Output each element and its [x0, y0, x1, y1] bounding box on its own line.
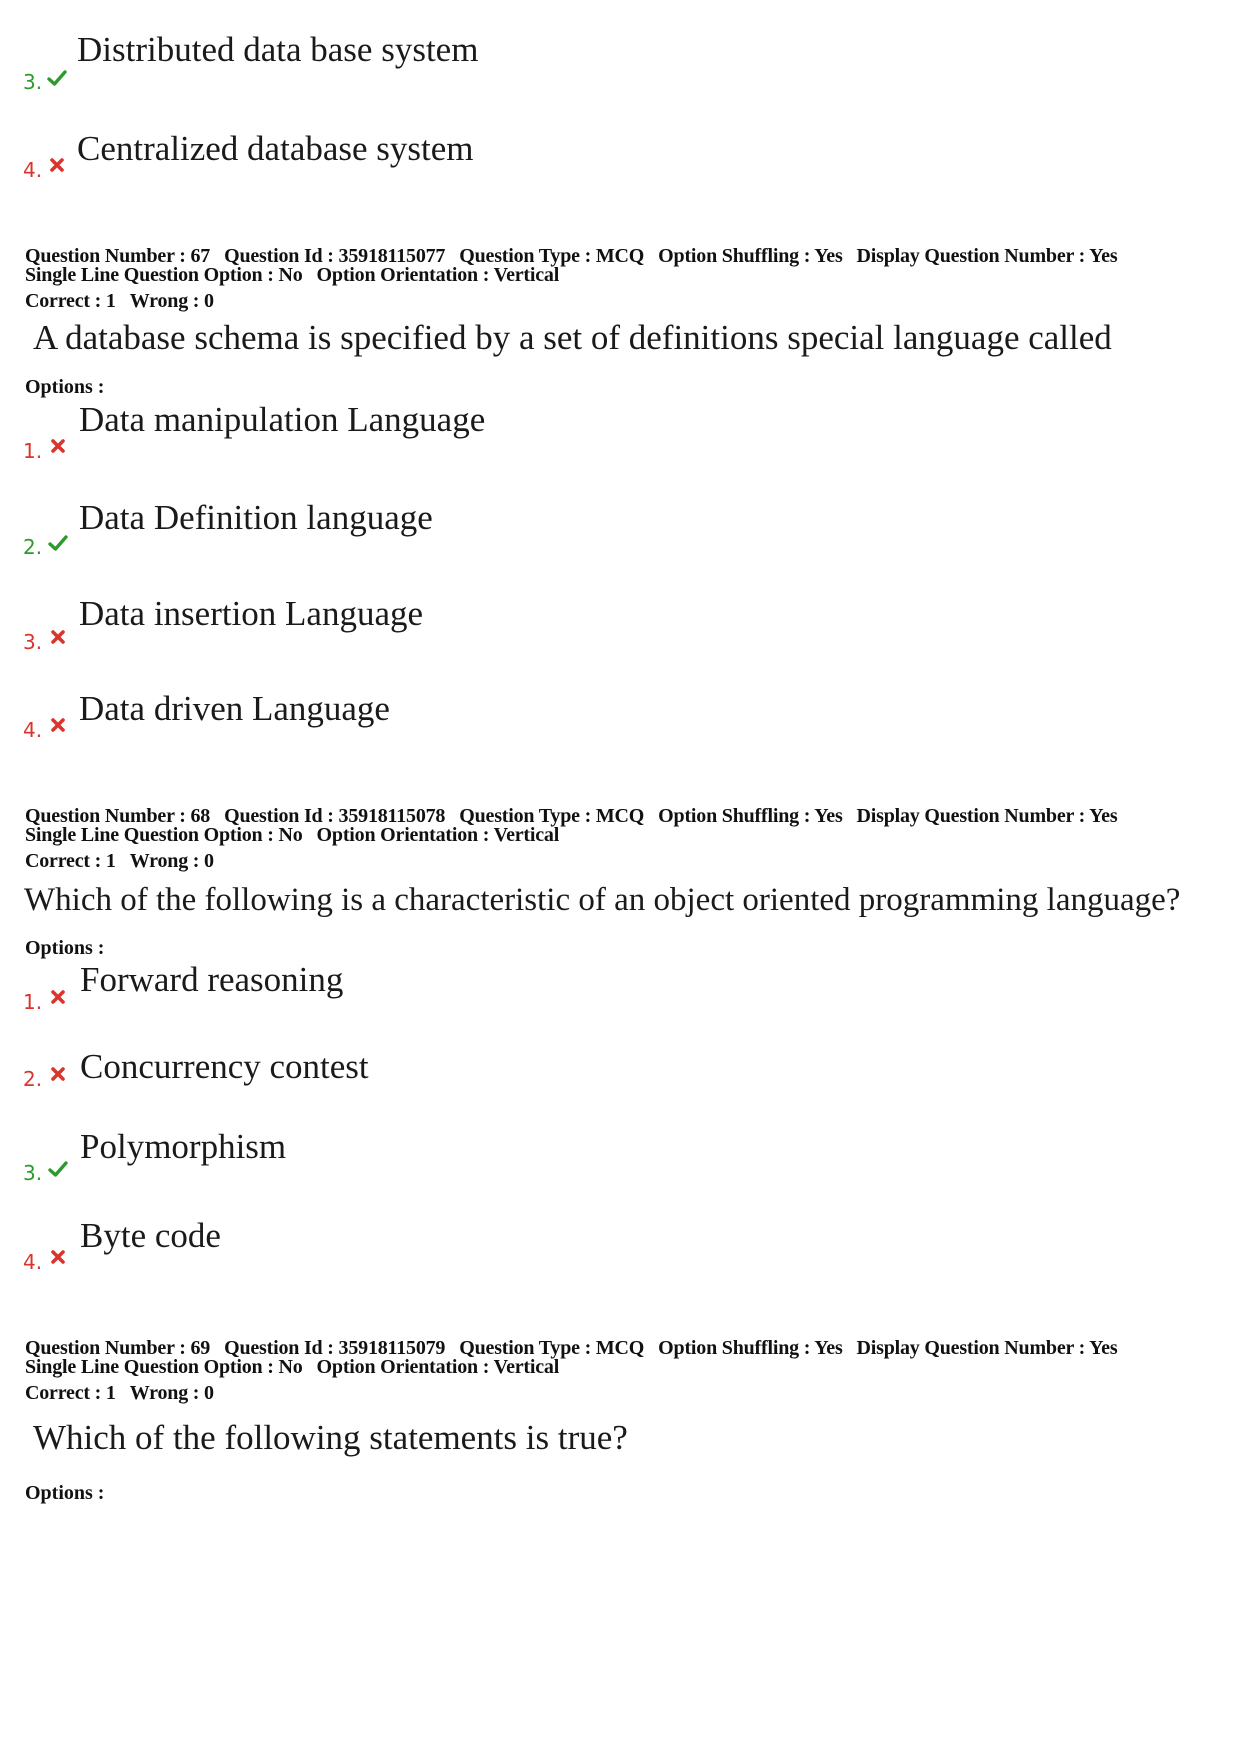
question-number: Question Number : 67: [25, 245, 211, 267]
check-icon: [47, 68, 67, 88]
option-number: 3.: [23, 1161, 43, 1185]
option-orientation: Option Orientation : Vertical: [316, 1356, 560, 1378]
question-meta-line2: [25, 825, 573, 846]
option-shuffling: Option Shuffling : Yes: [658, 805, 843, 827]
cross-icon: [48, 1064, 68, 1084]
option-text: Concurrency contest: [80, 1047, 369, 1086]
display-question-number: Display Question Number : Yes: [856, 805, 1118, 827]
question-meta-line3: [25, 851, 228, 872]
cross-icon: [48, 715, 68, 735]
option-text: Data driven Language: [79, 689, 390, 728]
option-text: Centralized database system: [77, 129, 474, 168]
options-label: Options :: [25, 376, 105, 398]
correct-marks: Correct : 1: [25, 1382, 116, 1404]
option-text: Data Definition language: [79, 498, 433, 537]
question-id: Question Id : 35918115079: [224, 1337, 446, 1359]
option-number: 1.: [23, 439, 43, 463]
question-type: Question Type : MCQ: [459, 1337, 645, 1359]
option-number: 1.: [23, 990, 43, 1014]
question-number: Question Number : 68: [25, 805, 211, 827]
cross-icon: [48, 436, 68, 456]
option-shuffling: Option Shuffling : Yes: [658, 1337, 843, 1359]
question-type: Question Type : MCQ: [459, 245, 645, 267]
question-text: Which of the following is a characteristic of an object oriented programming language?: [24, 882, 1181, 918]
option-shuffling: Option Shuffling : Yes: [658, 245, 843, 267]
option-text: Data insertion Language: [79, 594, 424, 633]
cross-icon: [48, 627, 68, 647]
check-icon: [48, 533, 68, 553]
option-text: Byte code: [80, 1216, 221, 1255]
option-number: 3.: [23, 70, 43, 94]
option-number: 2.: [23, 1067, 43, 1091]
correct-marks: Correct : 1: [25, 290, 116, 312]
correct-marks: Correct : 1: [25, 850, 116, 872]
option-number: 2.: [23, 535, 43, 559]
option-number: 3.: [23, 630, 43, 654]
option-text: Polymorphism: [80, 1127, 287, 1166]
question-text: Which of the following statements is true?: [33, 1418, 628, 1457]
question-meta-line2: [25, 1357, 573, 1378]
wrong-marks: Wrong : 0: [129, 1382, 214, 1404]
question-text: A database schema is specified by a set of definitions special language called: [33, 318, 1112, 357]
option-number: 4.: [23, 1250, 43, 1274]
single-line-question-option: Single Line Question Option : No: [25, 824, 303, 846]
check-icon: [48, 1159, 68, 1179]
single-line-question-option: Single Line Question Option : No: [25, 264, 303, 286]
question-meta-line3: [25, 291, 228, 312]
question-meta-line3: [25, 1383, 228, 1404]
question-type: Question Type : MCQ: [459, 805, 645, 827]
options-label: Options :: [25, 1482, 105, 1504]
question-meta-line2: [25, 265, 573, 286]
display-question-number: Display Question Number : Yes: [856, 1337, 1118, 1359]
option-text: Data manipulation Language: [79, 400, 486, 439]
wrong-marks: Wrong : 0: [129, 290, 214, 312]
single-line-question-option: Single Line Question Option : No: [25, 1356, 303, 1378]
cross-icon: [48, 987, 68, 1007]
option-text: Forward reasoning: [80, 960, 344, 999]
wrong-marks: Wrong : 0: [129, 850, 214, 872]
options-label: Options :: [25, 937, 105, 959]
option-orientation: Option Orientation : Vertical: [316, 264, 560, 286]
cross-icon: [48, 1247, 68, 1267]
option-text: Distributed data base system: [77, 30, 479, 69]
question-id: Question Id : 35918115078: [224, 805, 446, 827]
option-number: 4.: [23, 158, 43, 182]
option-orientation: Option Orientation : Vertical: [316, 824, 560, 846]
option-number: 4.: [23, 718, 43, 742]
question-id: Question Id : 35918115077: [224, 245, 446, 267]
cross-icon: [47, 155, 67, 175]
display-question-number: Display Question Number : Yes: [856, 245, 1118, 267]
question-number: Question Number : 69: [25, 1337, 211, 1359]
